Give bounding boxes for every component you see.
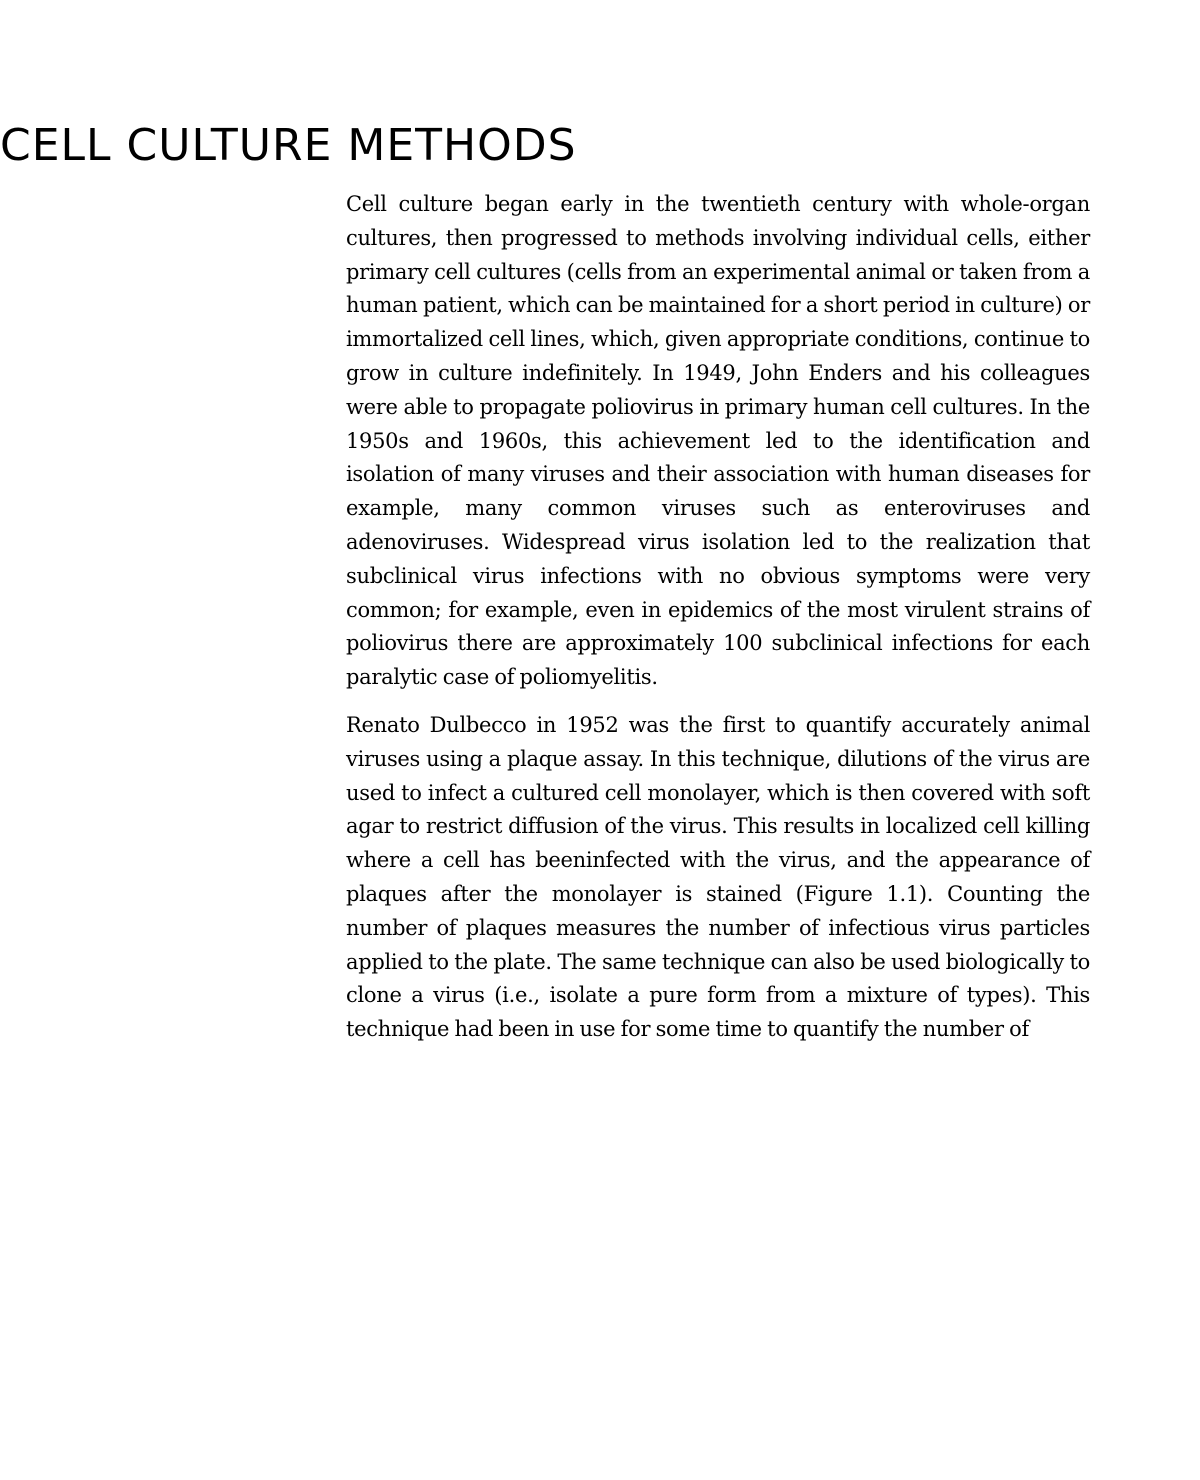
section-heading: CELL CULTURE METHODS — [0, 120, 577, 171]
body-text-column — [346, 188, 1090, 1061]
body-paragraph-1: Cell culture began early in the twentieth century with whole-organ cultures, then progressed to methods involving individual cells, either primary cell cultures (cells from an experimental animal or taken from a human patient, which can be maintained for a short period in culture) or immortalized cell lines, which, given appropriate conditions, continue to grow in culture indefinitely. In 1949, John Enders and his colleagues were able to propagate poliovirus in primary human cell cultures. In the 1950s and 1960s, this achievement led to the identification and isolation of many viruses and their association with human diseases for example, many common viruses such as enteroviruses and adenoviruses. Widespread virus isolation led to the realization that subclinical virus infections with no obvious symptoms were very common; for example, even in epidemics of the most virulent strains of poliovirus there are approximately 100 subclinical infections for each paralytic case of poliomyelitis. — [346, 192, 1090, 690]
body-paragraph-2: Renato Dulbecco in 1952 was the first to quantify accurately animal viruses using a plaque assay. In this technique, dilutions of the virus are used to infect a cultured cell monolayer, which is then covered with soft agar to restrict diffusion of the virus. This results in localized cell killing where a cell has beeninfected with the virus, and the appearance of plaques after the monolayer is stained (Figure 1.1). Counting the number of plaques measures the number of infectious virus particles applied to the plate. The same technique can also be used biologically to clone a virus (i.e., isolate a pure form from a mixture of types). This technique had been in use for some time to quantify the number of — [346, 712, 1090, 1042]
